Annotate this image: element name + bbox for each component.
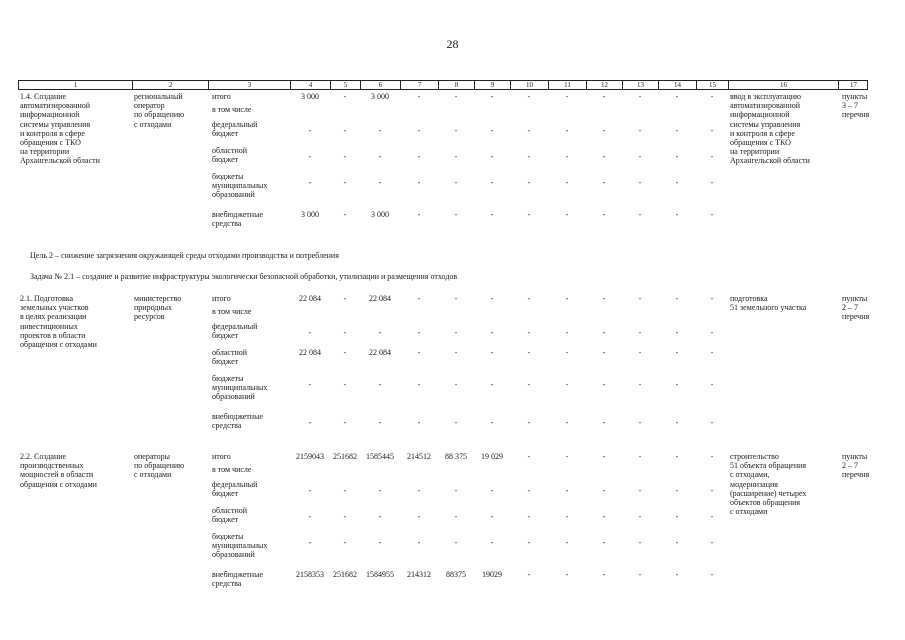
dash-cell: - (454, 294, 458, 303)
dash-cell: - (565, 380, 569, 389)
dash-cell: - (675, 348, 679, 357)
dash-cell: - (675, 92, 679, 101)
dash-cell: - (454, 380, 458, 389)
dash-cell: - (308, 126, 312, 135)
dash-cell: - (454, 348, 458, 357)
amount-cell: 1585445 (366, 452, 394, 461)
dash-cell: - (565, 178, 569, 187)
dash-cell: - (490, 418, 494, 427)
dash-cell: - (710, 348, 714, 357)
dash-cell: - (602, 486, 606, 495)
dash-cell: - (308, 512, 312, 521)
dash-cell: - (602, 178, 606, 187)
funding-source-label: внебюджетные средства (212, 210, 263, 229)
dash-cell: - (565, 152, 569, 161)
dash-cell: - (602, 570, 606, 579)
dash-cell: - (490, 486, 494, 495)
dash-cell: - (710, 452, 714, 461)
amount-cell: 3 000 (301, 210, 319, 219)
dash-cell: - (602, 152, 606, 161)
dash-cell: - (343, 418, 347, 427)
dash-cell: - (565, 570, 569, 579)
dash-cell: - (308, 380, 312, 389)
amount-cell: 3 000 (371, 210, 389, 219)
dash-cell: - (710, 328, 714, 337)
dash-cell: - (343, 538, 347, 547)
dash-cell: - (378, 178, 382, 187)
dash-cell: - (638, 152, 642, 161)
dash-cell: - (417, 512, 421, 521)
dash-cell: - (490, 538, 494, 547)
dash-cell: - (565, 210, 569, 219)
dash-cell: - (527, 538, 531, 547)
dash-cell: - (490, 380, 494, 389)
dash-cell: - (343, 152, 347, 161)
funding-source-label: итого (212, 294, 231, 303)
dash-cell: - (638, 348, 642, 357)
dash-cell: - (527, 570, 531, 579)
dash-cell: - (378, 512, 382, 521)
funding-source-label: внебюджетные средства (212, 570, 263, 589)
dash-cell: - (565, 92, 569, 101)
dash-cell: - (710, 294, 714, 303)
funding-source-label: федеральный бюджет (212, 480, 258, 499)
funding-source-label: бюджеты муниципальных образований (212, 172, 268, 200)
funding-source-label: итого (212, 452, 231, 461)
amount-cell: - (343, 294, 347, 303)
responsible-executor: региональный оператор по обращению с отходами (134, 92, 185, 129)
dash-cell: - (454, 538, 458, 547)
dash-cell: - (602, 348, 606, 357)
column-header-8: 8 (439, 81, 475, 89)
dash-cell: - (638, 380, 642, 389)
dash-cell: - (490, 512, 494, 521)
dash-cell: - (565, 294, 569, 303)
funding-source-label: областной бюджет (212, 146, 248, 165)
dash-cell: - (308, 486, 312, 495)
dash-cell: - (343, 486, 347, 495)
dash-cell: - (527, 452, 531, 461)
amount-cell: 251682 (333, 570, 357, 579)
dash-cell: - (490, 92, 494, 101)
dash-cell: - (527, 486, 531, 495)
amount-cell: 2158353 (296, 570, 324, 579)
dash-cell: - (602, 512, 606, 521)
dash-cell: - (675, 486, 679, 495)
dash-cell: - (308, 418, 312, 427)
dash-cell: - (675, 328, 679, 337)
funding-source-label: в том числе (212, 307, 252, 316)
dash-cell: - (490, 328, 494, 337)
dash-cell: - (565, 348, 569, 357)
dash-cell: - (710, 538, 714, 547)
dash-cell: - (343, 178, 347, 187)
amount-cell: 1584955 (366, 570, 394, 579)
dash-cell: - (675, 294, 679, 303)
funding-source-label: итого (212, 92, 231, 101)
dash-cell: - (378, 418, 382, 427)
column-header-6: 6 (361, 81, 401, 89)
column-header-4: 4 (291, 81, 331, 89)
column-header-12: 12 (587, 81, 623, 89)
dash-cell: - (490, 348, 494, 357)
dash-cell: - (343, 380, 347, 389)
dash-cell: - (343, 512, 347, 521)
funding-source-label: бюджеты муниципальных образований (212, 374, 268, 402)
column-header-3: 3 (209, 81, 291, 89)
funding-source-label: внебюджетные средства (212, 412, 263, 431)
dash-cell: - (602, 538, 606, 547)
column-header-17: 17 (850, 81, 857, 89)
dash-cell: - (710, 380, 714, 389)
dash-cell: - (675, 126, 679, 135)
dash-cell: - (565, 328, 569, 337)
expected-result: ввод в эксплуатацию автоматизированной информационной системы управления и контроля в сфере обращения с ТКО на территории Архангельской области (730, 92, 810, 166)
amount-cell: 22 084 (369, 294, 391, 303)
dash-cell: - (565, 126, 569, 135)
dash-cell: - (602, 418, 606, 427)
dash-cell: - (417, 294, 421, 303)
column-header-11: 11 (549, 81, 587, 89)
dash-cell: - (710, 418, 714, 427)
measure-name: 2.1. Подготовка земельных участков в целях реализации инвестиционных проектов в области обращения с отходами (20, 294, 97, 349)
dash-cell: - (675, 570, 679, 579)
dash-cell: - (490, 126, 494, 135)
funding-source-label: в том числе (212, 465, 252, 474)
column-header-2: 2 (133, 81, 209, 89)
dash-cell: - (602, 92, 606, 101)
dash-cell: - (675, 380, 679, 389)
dash-cell: - (675, 538, 679, 547)
dash-cell: - (417, 92, 421, 101)
dash-cell: - (343, 126, 347, 135)
amount-cell: 251682 (333, 452, 357, 461)
funding-source-label: областной бюджет (212, 506, 248, 525)
column-header-10: 10 (511, 81, 549, 89)
list-reference: пункты 2 – 7 перечня (842, 294, 870, 322)
dash-cell: - (638, 538, 642, 547)
dash-cell: - (565, 512, 569, 521)
dash-cell: - (417, 178, 421, 187)
table-header-row (18, 80, 868, 90)
task-heading: Задача № 2.1 – создание и развитие инфраструктуры экологически безопасной обработки, утилизации и размещения отходов (30, 272, 458, 281)
dash-cell: - (527, 348, 531, 357)
amount-cell: 3 000 (371, 92, 389, 101)
dash-cell: - (675, 178, 679, 187)
amount-cell: - (343, 92, 347, 101)
dash-cell: - (417, 486, 421, 495)
dash-cell: - (454, 512, 458, 521)
dash-cell: - (638, 294, 642, 303)
dash-cell: - (710, 126, 714, 135)
dash-cell: - (602, 380, 606, 389)
dash-cell: - (417, 126, 421, 135)
dash-cell: - (527, 210, 531, 219)
dash-cell: - (490, 210, 494, 219)
dash-cell: - (565, 486, 569, 495)
measure-name: 1.4. Создание автоматизированной информационной системы управления и контроля в сфере обращения с ТКО на территории Архангельской области (20, 92, 100, 166)
dash-cell: - (417, 380, 421, 389)
dash-cell: - (527, 294, 531, 303)
dash-cell: - (710, 570, 714, 579)
list-reference: пункты 3 – 7 перечня (842, 92, 870, 120)
dash-cell: - (308, 178, 312, 187)
dash-cell: - (638, 512, 642, 521)
dash-cell: - (417, 328, 421, 337)
dash-cell: - (675, 418, 679, 427)
column-header-14: 14 (659, 81, 697, 89)
dash-cell: - (638, 92, 642, 101)
dash-cell: - (527, 126, 531, 135)
dash-cell: - (308, 328, 312, 337)
dash-cell: - (565, 538, 569, 547)
dash-cell: - (454, 328, 458, 337)
dash-cell: - (710, 92, 714, 101)
dash-cell: - (638, 452, 642, 461)
responsible-executor: операторы по обращению с отходами (134, 452, 185, 480)
column-header-9: 9 (475, 81, 511, 89)
dash-cell: - (454, 486, 458, 495)
dash-cell: - (454, 152, 458, 161)
amount-cell: 214312 (407, 570, 431, 579)
funding-source-label: федеральный бюджет (212, 322, 258, 341)
funding-source-label: бюджеты муниципальных образований (212, 532, 268, 560)
dash-cell: - (638, 210, 642, 219)
funding-source-label: в том числе (212, 105, 252, 114)
page-number: 28 (446, 37, 459, 51)
dash-cell: - (417, 418, 421, 427)
dash-cell: - (710, 512, 714, 521)
column-header-5: 5 (331, 81, 361, 89)
dash-cell: - (490, 294, 494, 303)
dash-cell: - (638, 328, 642, 337)
dash-cell: - (565, 418, 569, 427)
dash-cell: - (602, 294, 606, 303)
amount-cell: 22 084 (299, 348, 321, 357)
dash-cell: - (378, 152, 382, 161)
dash-cell: - (378, 538, 382, 547)
dash-cell: - (638, 570, 642, 579)
dash-cell: - (710, 486, 714, 495)
dash-cell: - (638, 418, 642, 427)
dash-cell: - (675, 512, 679, 521)
amount-cell: 88 375 (445, 452, 467, 461)
dash-cell: - (417, 348, 421, 357)
dash-cell: - (454, 210, 458, 219)
funding-source-label: областной бюджет (212, 348, 248, 367)
dash-cell: - (602, 126, 606, 135)
goal-heading: Цель 2 – снижение загрязнения окружающей среды отходами производства и потребления (30, 251, 339, 260)
dash-cell: - (638, 126, 642, 135)
dash-cell: - (527, 152, 531, 161)
column-header-7: 7 (401, 81, 439, 89)
dash-cell: - (527, 380, 531, 389)
dash-cell: - (602, 328, 606, 337)
dash-cell: - (378, 380, 382, 389)
dash-cell: - (378, 126, 382, 135)
dash-cell: - (454, 92, 458, 101)
amount-cell: 3 000 (301, 92, 319, 101)
dash-cell: - (454, 178, 458, 187)
dash-cell: - (565, 452, 569, 461)
column-header-15: 15 (697, 81, 729, 89)
dash-cell: - (378, 486, 382, 495)
column-header-16: 16 (729, 81, 839, 89)
amount-cell: 214512 (407, 452, 431, 461)
amount-cell: - (343, 348, 347, 357)
dash-cell: - (710, 210, 714, 219)
dash-cell: - (527, 512, 531, 521)
dash-cell: - (527, 92, 531, 101)
amount-cell: - (343, 210, 347, 219)
dash-cell: - (638, 486, 642, 495)
dash-cell: - (675, 452, 679, 461)
dash-cell: - (527, 328, 531, 337)
dash-cell: - (490, 152, 494, 161)
dash-cell: - (710, 152, 714, 161)
dash-cell: - (527, 178, 531, 187)
dash-cell: - (417, 538, 421, 547)
amount-cell: 22 084 (369, 348, 391, 357)
dash-cell: - (602, 452, 606, 461)
dash-cell: - (343, 328, 347, 337)
dash-cell: - (527, 418, 531, 427)
column-header-13: 13 (623, 81, 659, 89)
dash-cell: - (710, 178, 714, 187)
funding-source-label: федеральный бюджет (212, 120, 258, 139)
dash-cell: - (308, 538, 312, 547)
responsible-executor: министерство природных ресурсов (134, 294, 182, 322)
dash-cell: - (602, 210, 606, 219)
dash-cell: - (675, 210, 679, 219)
dash-cell: - (454, 126, 458, 135)
amount-cell: 2159043 (296, 452, 324, 461)
dash-cell: - (417, 152, 421, 161)
dash-cell: - (454, 418, 458, 427)
expected-result: строительство 51 объекта обращения с отходами, модернизация (расширение) четырех объектов обращения с отходами (730, 452, 807, 517)
dash-cell: - (675, 152, 679, 161)
amount-cell: 88375 (446, 570, 466, 579)
dash-cell: - (378, 328, 382, 337)
column-header-1: 1 (19, 81, 133, 89)
dash-cell: - (490, 178, 494, 187)
amount-cell: 22 084 (299, 294, 321, 303)
dash-cell: - (638, 178, 642, 187)
list-reference: пункты 2 – 7 перечня (842, 452, 870, 480)
amount-cell: 19029 (482, 570, 502, 579)
dash-cell: - (417, 210, 421, 219)
expected-result: подготовка 51 земельного участка (730, 294, 807, 313)
measure-name: 2.2. Создание производственных мощностей в области обращения с отходами (20, 452, 97, 489)
amount-cell: 19 029 (481, 452, 503, 461)
dash-cell: - (308, 152, 312, 161)
